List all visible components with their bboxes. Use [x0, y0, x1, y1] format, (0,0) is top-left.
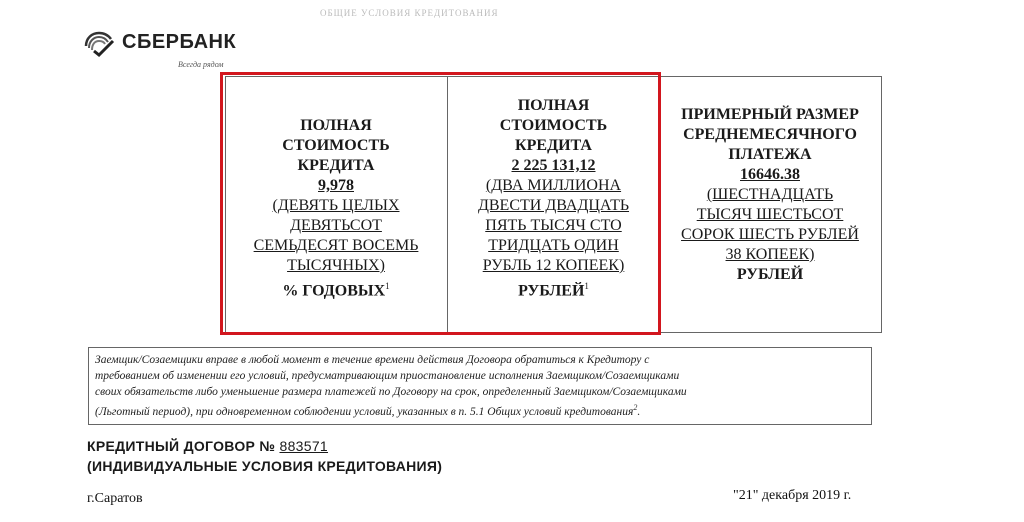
cell-words-line: ДЕВЯТЬСОТ — [290, 217, 382, 234]
notice-line: своих обязательств либо уменьшение размера платежей по Договору на срок, определенный Заемщиком/Созаемщиками — [95, 386, 687, 398]
cell-value: 9,978 — [318, 177, 354, 194]
contract-date: "21" декабря 2019 г. — [733, 488, 852, 503]
cell-words-line: (ДВА МИЛЛИОНА — [485, 177, 622, 194]
cell-words-line: СЕМЬДЕСЯТ ВОСЕМЬ — [253, 237, 419, 254]
contract-title — [87, 436, 442, 476]
cell-words-line: ТЫСЯЧНЫХ) — [287, 257, 385, 274]
highlight-frame — [220, 72, 661, 335]
cell-title-line: СТОИМОСТЬ — [282, 137, 390, 154]
footnote-mark: 2 — [633, 403, 638, 412]
cell-title-line: СРЕДНЕМЕСЯЧНОГО — [683, 126, 857, 143]
contract-number: 883571 — [279, 438, 329, 454]
footnote-mark: 1 — [584, 281, 589, 291]
monthly-payment-cell — [661, 105, 879, 285]
cell-title-line: КРЕДИТА — [515, 137, 592, 154]
cell-title-line: ПОЛНАЯ — [300, 117, 372, 134]
notice-line: требованием об изменении его условий, предусматривающим приостановление исполнения Заемщиком/Созаемщиками — [95, 370, 680, 382]
cell-words-line: СОРОК ШЕСТЬ РУБЛЕЙ — [681, 226, 859, 243]
cell-words-line: (ШЕСТНАДЦАТЬ — [706, 186, 834, 203]
logo-name: СБЕРБАНК — [122, 31, 237, 53]
sberbank-logo-icon — [82, 30, 116, 60]
cell-words-line: ПЯТЬ ТЫСЯЧ СТО — [485, 217, 622, 234]
cell-value: 16646.38 — [740, 166, 800, 183]
contract-heading: КРЕДИТНЫЙ ДОГОВОР № 883571 — [87, 438, 329, 454]
cell-title-line: СТОИМОСТЬ — [499, 117, 608, 134]
cell-words-line: ТЫСЯЧ ШЕСТЬСОТ — [696, 206, 844, 223]
logo-slogan: Всегда рядом — [178, 60, 224, 69]
footnote-mark: 1 — [385, 281, 390, 291]
cell-title-line: КРЕДИТА — [297, 157, 375, 174]
cell-words-line: ТРИДЦАТЬ ОДИН — [488, 237, 619, 254]
notice-line: (Льготный период), при одновременном соблюдении условий, указанных в п. 5.1 Общих условий кредитования$^2$. — [95, 403, 641, 418]
cell-unit: РУБЛЕЙ$^1$ — [518, 281, 589, 300]
cell-unit: РУБЛЕЙ — [736, 266, 804, 283]
sberbank-logo — [82, 28, 252, 72]
cell-title-line: ПРИМЕРНЫЙ РАЗМЕР — [681, 106, 859, 123]
grace-period-notice — [88, 347, 872, 425]
cell-words-line: 38 КОПЕЕК) — [725, 246, 815, 263]
cell-title-line: ПОЛНАЯ — [517, 97, 590, 114]
cell-words-line: (ДЕВЯТЬ ЦЕЛЫХ — [272, 197, 400, 214]
cell-value: 2 225 131,12 — [511, 157, 596, 174]
notice-line: Заемщик/Созаемщики вправе в любой момент в течение времени действия Договора обратиться к Кредитору с — [95, 354, 650, 366]
cell-unit: % ГОДОВЫХ$^1$ — [282, 281, 390, 300]
cell-words-line: РУБЛЬ 12 КОПЕЕК) — [482, 257, 625, 274]
faded-header-line: ОБЩИЕ УСЛОВИЯ КРЕДИТОВАНИЯ — [320, 8, 499, 18]
cell-title-line: ПЛАТЕЖА — [728, 146, 812, 163]
contract-city: г.Саратов — [87, 491, 143, 506]
cell-words-line: ДВЕСТИ ДВАДЦАТЬ — [477, 197, 630, 214]
contract-subtitle: (ИНДИВИДУАЛЬНЫЕ УСЛОВИЯ КРЕДИТОВАНИЯ) — [87, 458, 443, 474]
